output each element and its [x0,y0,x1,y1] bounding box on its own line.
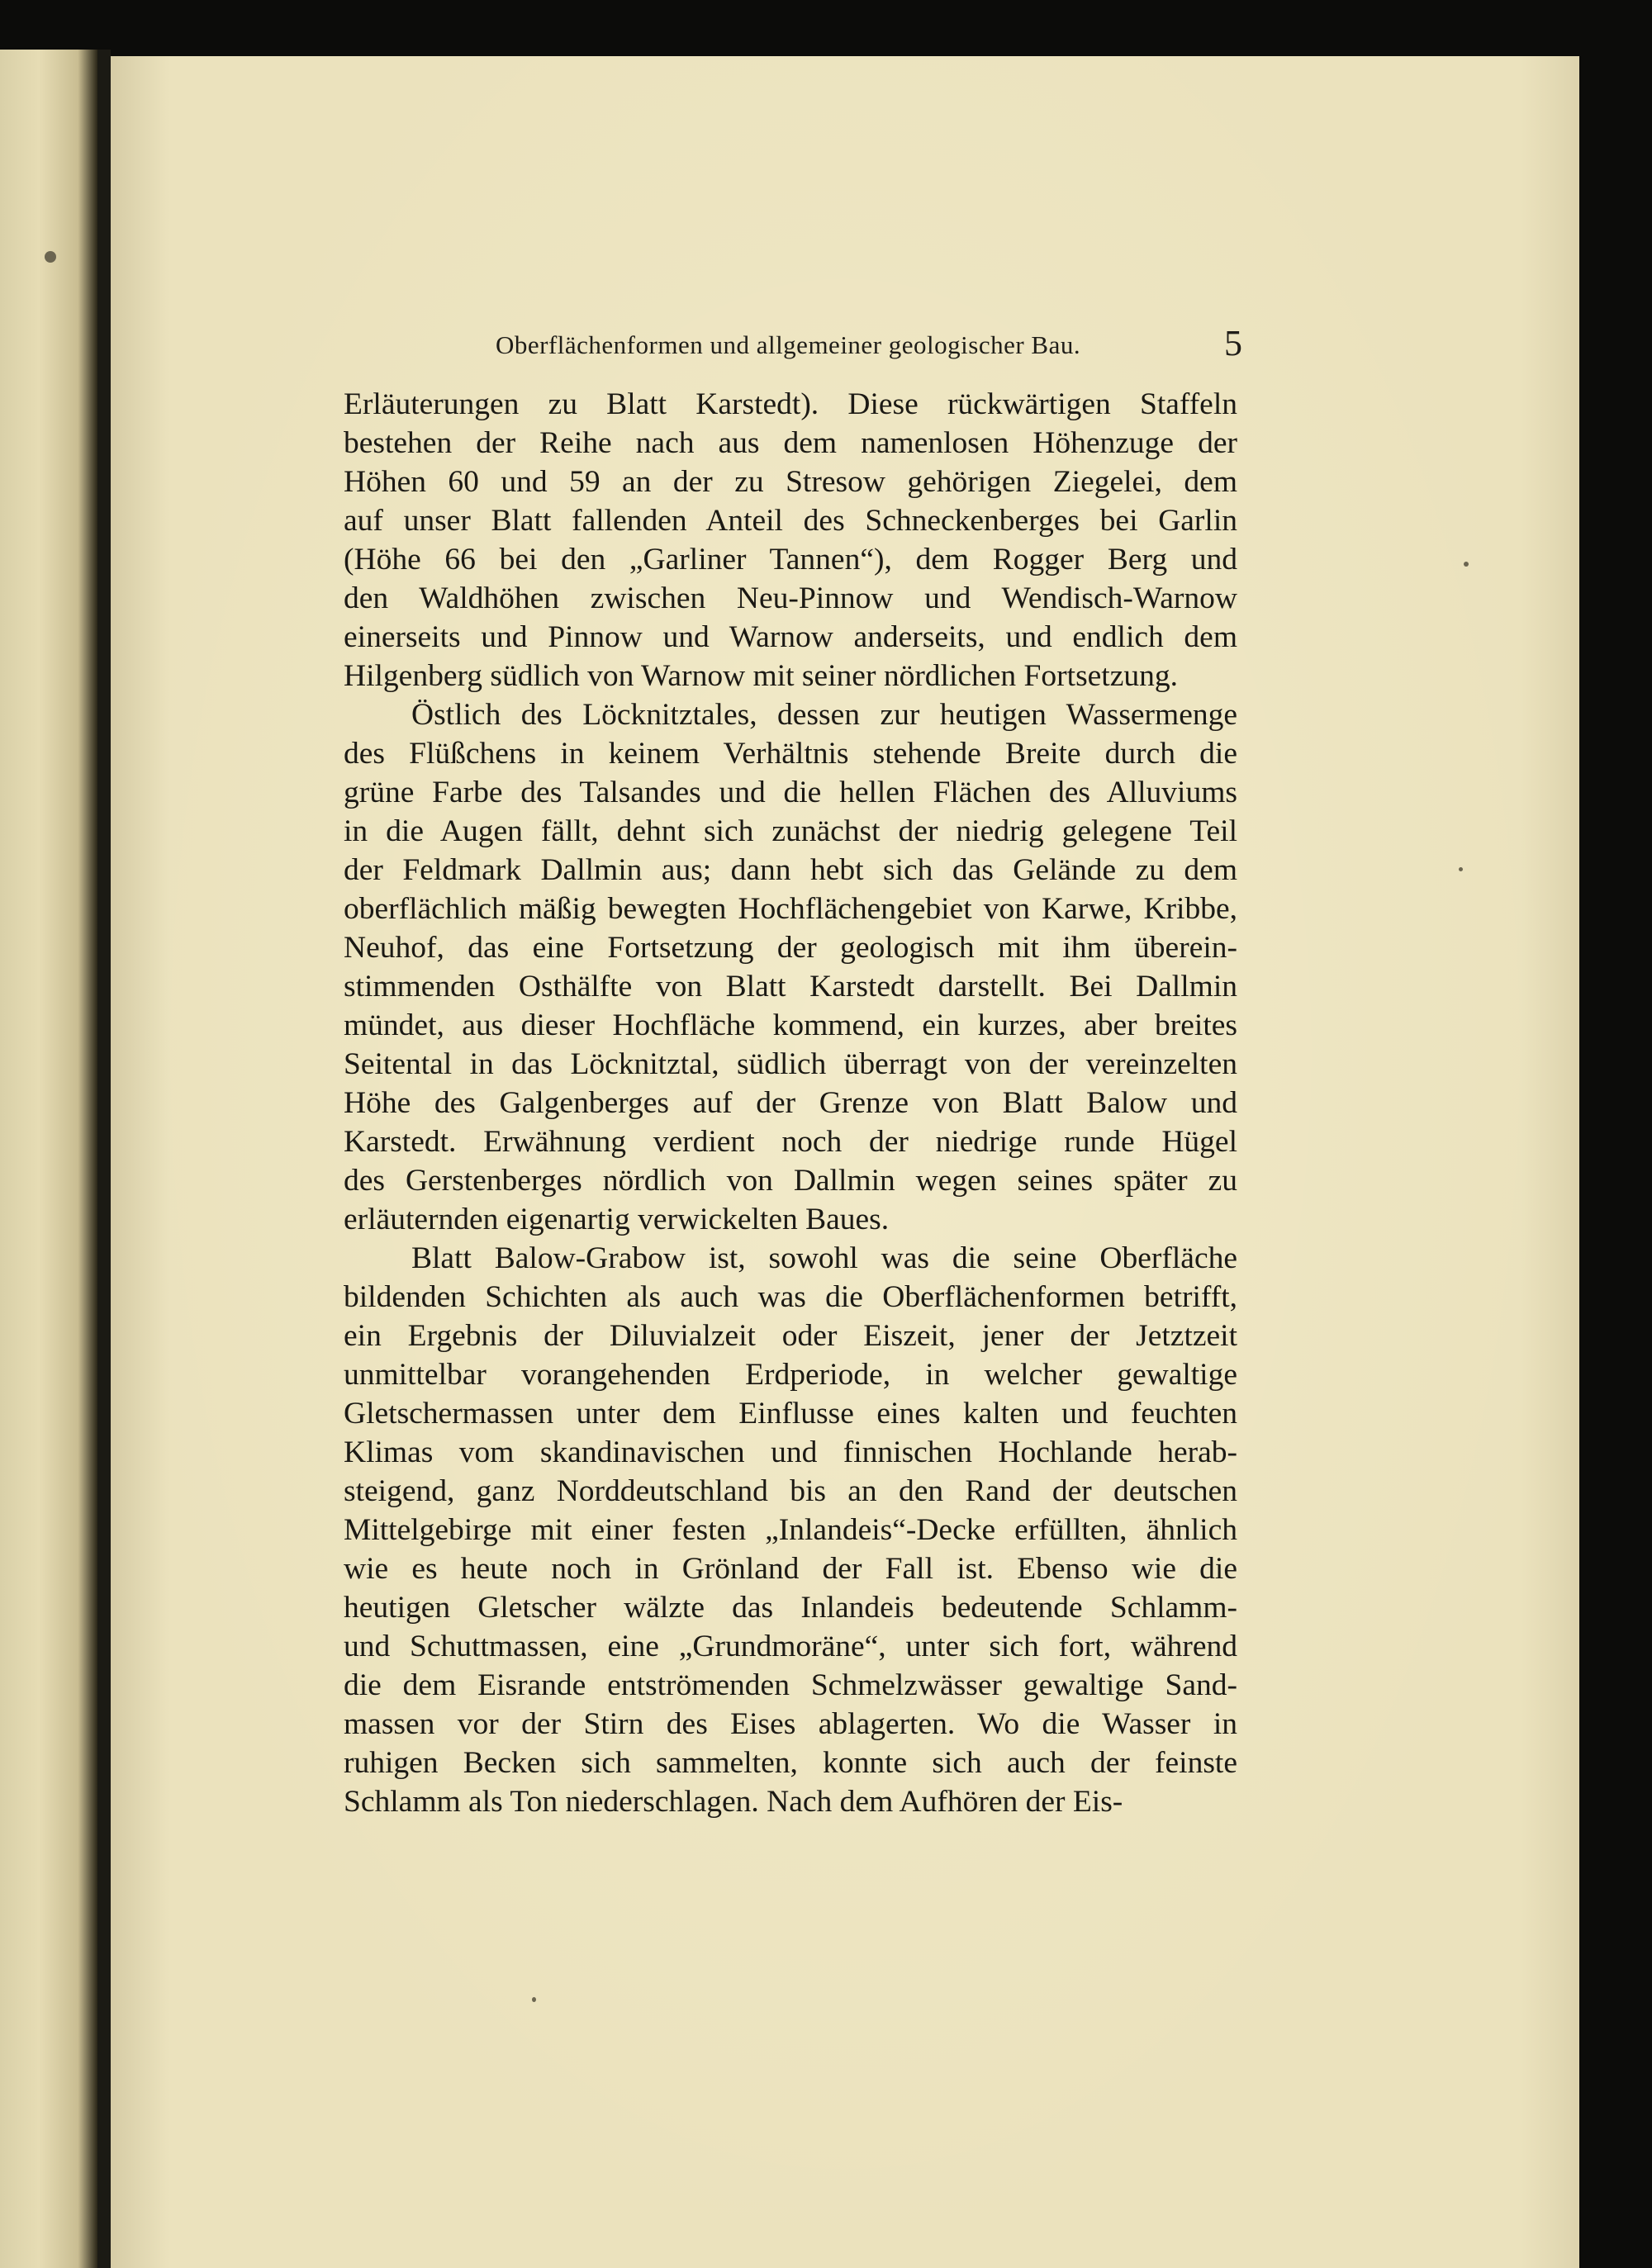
text-line: Klimas vom skandinavischen und finnischen Hochlande herab- [344,1435,1237,1469]
text-line: des Gerstenberges nördlich von Dallmin wegen seines später zu [344,1164,1237,1198]
running-title: Oberflächenformen und allgemeiner geologischer Bau. [496,330,1081,359]
text-line: grüne Farbe des Talsandes und die hellen Flächen des Alluviums [344,776,1237,809]
text-line: einerseits und Pinnow und Warnow anderseits, und endlich dem [344,620,1237,654]
text-line: erläuternden eigenartig verwickelten Baues. [344,1203,890,1236]
text-line: massen vor der Stirn des Eises ablagerten. Wo die Wasser in [344,1707,1237,1741]
text-line: stimmenden Osthälfte von Blatt Karstedt darstellt. Bei Dallmin [344,970,1237,1004]
text-line: den Waldhöhen zwischen Neu-Pinnow und Wendisch-Warnow [344,581,1237,615]
body-text [344,385,1237,1821]
text-line: bestehen der Reihe nach aus dem namenlosen Höhenzuge der [344,426,1237,460]
text-line: Erläuterungen zu Blatt Karstedt). Diese rückwärtigen Staffeln [344,387,1237,421]
text-line: Östlich des Löcknitztales, dessen zur heutigen Wassermenge [411,698,1237,732]
text-line: auf unser Blatt fallenden Anteil des Schneckenberges bei Garlin [344,504,1237,538]
text-line: ruhigen Becken sich sammelten, konnte sich auch der feinste [344,1746,1237,1780]
text-line: die dem Eisrande entströmenden Schmelzwässer gewaltige Sand- [344,1668,1237,1702]
text-line: Gletschermassen unter dem Einflusse eines kalten und feuchten [344,1397,1237,1431]
text-line: wie es heute noch in Grönland der Fall ist. Ebenso wie die [344,1552,1237,1586]
text-line: Hilgenberg südlich von Warnow mit seiner nördlichen Fortsetzung. [344,659,1178,693]
speck [1459,867,1463,871]
text-line: bildenden Schichten als auch was die Oberflächenformen betrifft, [344,1280,1237,1314]
text-line: mündet, aus dieser Hochfläche kommend, ein kurzes, aber breites [344,1008,1237,1042]
text-line: heutigen Gletscher wälzte das Inlandeis bedeutende Schlamm- [344,1591,1237,1625]
text-line: oberflächlich mäßig bewegten Hochflächengebiet von Karwe, Kribbe, [344,892,1237,926]
text-line: in die Augen fällt, dehnt sich zunächst der niedrig gelegene Teil [344,814,1237,848]
text-line: Neuhof, das eine Fortsetzung der geologisch mit ihm überein- [344,931,1237,965]
page-number: 5 [1224,323,1242,363]
text-line: Mittelgebirge mit einer festen „Inlandeis“-Decke erfüllten, ähnlich [344,1513,1237,1547]
speck [45,251,56,263]
gutter-shadow [97,50,111,2268]
text-line: Blatt Balow-Grabow ist, sowohl was die seine Oberfläche [411,1241,1237,1275]
text-line: Schlamm als Ton niederschlagen. Nach dem Aufhören der Eis- [344,1785,1123,1819]
text-line: der Feldmark Dallmin aus; dann hebt sich das Gelände zu dem [344,853,1237,887]
text-line: des Flüßchens in keinem Verhältnis stehende Breite durch die [344,737,1237,771]
page-header [383,319,1242,368]
text-line: Höhe des Galgenberges auf der Grenze von Blatt Balow und [344,1086,1237,1120]
text-line: und Schuttmassen, eine „Grundmoräne“, unter sich fort, während [344,1630,1237,1663]
speck [1464,562,1469,567]
text-line: (Höhe 66 bei den „Garliner Tannen“), dem Rogger Berg und [344,543,1237,576]
speck [532,1997,536,2002]
text-line: Karstedt. Erwähnung verdient noch der niedrige runde Hügel [344,1125,1237,1159]
text-line: Höhen 60 und 59 an der zu Stresow gehörigen Ziegelei, dem [344,465,1237,499]
previous-page-edge [0,50,97,2268]
text-line: Seitental in das Löcknitztal, südlich überragt von der vereinzelten [344,1047,1237,1081]
text-line: steigend, ganz Norddeutschland bis an den Rand der deutschen [344,1474,1237,1508]
text-line: ein Ergebnis der Diluvialzeit oder Eiszeit, jener der Jetztzeit [344,1319,1237,1353]
text-line: unmittelbar vorangehenden Erdperiode, in welcher gewaltige [344,1358,1237,1392]
